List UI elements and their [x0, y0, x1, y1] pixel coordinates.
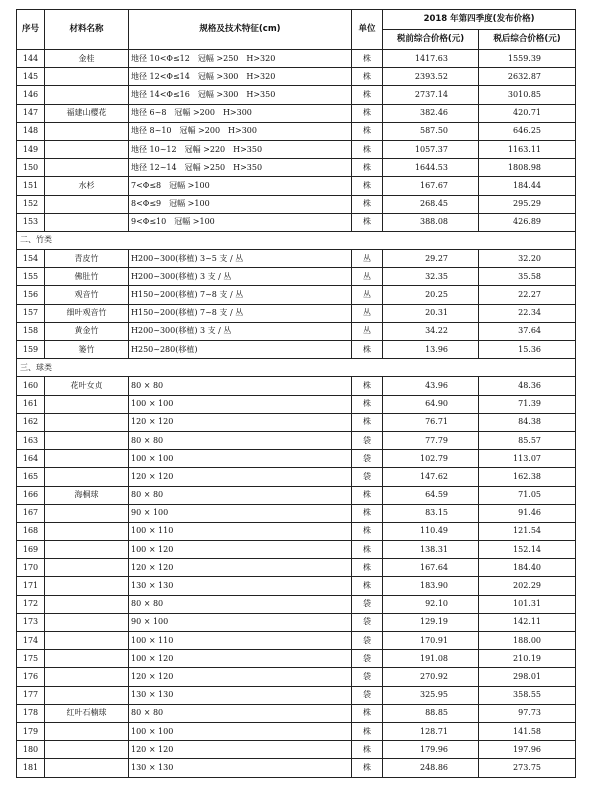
row-pre-tax-price: 167.64: [383, 559, 479, 577]
row-unit: 株: [352, 704, 383, 722]
row-pre-tax-price: 268.45: [383, 195, 479, 213]
row-name: 花叶女贞: [45, 377, 129, 395]
row-seq: 181: [17, 759, 45, 777]
row-seq: 174: [17, 632, 45, 650]
row-spec: H250~280(移植): [129, 341, 352, 359]
row-name: [45, 595, 129, 613]
row-spec: 120 × 120: [129, 668, 352, 686]
row-pre-tax-price: 1644.53: [383, 159, 479, 177]
row-unit: 株: [352, 140, 383, 158]
row-unit: 株: [352, 104, 383, 122]
row-name: [45, 413, 129, 431]
row-pre-tax-price: 147.62: [383, 468, 479, 486]
table-row: [17, 741, 576, 759]
row-seq: 169: [17, 541, 45, 559]
row-unit: 株: [352, 50, 383, 68]
row-post-tax-price: 273.75: [479, 759, 576, 777]
row-post-tax-price: 295.29: [479, 195, 576, 213]
row-pre-tax-price: 170.91: [383, 632, 479, 650]
row-seq: 155: [17, 268, 45, 286]
row-name: [45, 195, 129, 213]
table-row: [17, 650, 576, 668]
row-pre-tax-price: 88.85: [383, 704, 479, 722]
row-spec: 80 × 80: [129, 486, 352, 504]
row-spec: 90 × 100: [129, 504, 352, 522]
row-name: 金桂: [45, 50, 129, 68]
table-row: [17, 559, 576, 577]
row-spec: 100 × 120: [129, 541, 352, 559]
header-seq: 序号: [17, 10, 45, 50]
row-seq: 158: [17, 322, 45, 340]
row-seq: 162: [17, 413, 45, 431]
row-name: 水杉: [45, 177, 129, 195]
row-seq: 145: [17, 68, 45, 86]
row-spec: H200~300(移植) 3~5 支 / 丛: [129, 250, 352, 268]
row-unit: 株: [352, 522, 383, 540]
row-unit: 株: [352, 559, 383, 577]
header-unit: 单位: [352, 10, 383, 50]
row-name: [45, 468, 129, 486]
row-seq: 152: [17, 195, 45, 213]
table-row: [17, 140, 576, 158]
row-name: [45, 68, 129, 86]
table-row: [17, 50, 576, 68]
row-unit: 丛: [352, 286, 383, 304]
table-row: [17, 486, 576, 504]
row-pre-tax-price: 83.15: [383, 504, 479, 522]
row-post-tax-price: 1163.11: [479, 140, 576, 158]
row-spec: 地径 10~12 冠幅 >220 H>350: [129, 140, 352, 158]
row-seq: 176: [17, 668, 45, 686]
row-post-tax-price: 1559.39: [479, 50, 576, 68]
table-row: [17, 468, 576, 486]
row-post-tax-price: 142.11: [479, 613, 576, 631]
row-name: [45, 759, 129, 777]
section-row: [17, 359, 576, 377]
row-post-tax-price: 35.58: [479, 268, 576, 286]
row-pre-tax-price: 43.96: [383, 377, 479, 395]
row-spec: 120 × 120: [129, 413, 352, 431]
row-pre-tax-price: 2393.52: [383, 68, 479, 86]
row-post-tax-price: 97.73: [479, 704, 576, 722]
row-unit: 丛: [352, 268, 383, 286]
row-name: 青皮竹: [45, 250, 129, 268]
row-name: [45, 395, 129, 413]
row-pre-tax-price: 110.49: [383, 522, 479, 540]
row-unit: 株: [352, 122, 383, 140]
row-spec: 130 × 130: [129, 759, 352, 777]
row-seq: 160: [17, 377, 45, 395]
row-spec: 地径 14<Φ≤16 冠幅 >300 H>350: [129, 86, 352, 104]
row-seq: 149: [17, 140, 45, 158]
header-spec: 规格及技术特征(cm): [129, 10, 352, 50]
row-name: [45, 650, 129, 668]
row-seq: 172: [17, 595, 45, 613]
row-seq: 156: [17, 286, 45, 304]
row-unit: 株: [352, 195, 383, 213]
row-unit: 袋: [352, 668, 383, 686]
row-post-tax-price: 197.96: [479, 741, 576, 759]
row-spec: 地径 12~14 冠幅 >250 H>350: [129, 159, 352, 177]
row-name: [45, 577, 129, 595]
table-row: [17, 413, 576, 431]
row-pre-tax-price: 64.90: [383, 395, 479, 413]
row-name: 观音竹: [45, 286, 129, 304]
row-pre-tax-price: 167.67: [383, 177, 479, 195]
row-name: 福建山樱花: [45, 104, 129, 122]
row-spec: H200~300(移植) 3 支 / 丛: [129, 322, 352, 340]
row-spec: 100 × 120: [129, 650, 352, 668]
row-post-tax-price: 32.20: [479, 250, 576, 268]
row-spec: H150~200(移植) 7~8 支 / 丛: [129, 304, 352, 322]
row-pre-tax-price: 92.10: [383, 595, 479, 613]
row-post-tax-price: 91.46: [479, 504, 576, 522]
row-pre-tax-price: 13.96: [383, 341, 479, 359]
row-post-tax-price: 1808.98: [479, 159, 576, 177]
row-pre-tax-price: 270.92: [383, 668, 479, 686]
row-pre-tax-price: 64.59: [383, 486, 479, 504]
row-seq: 180: [17, 741, 45, 759]
header-name: 材料名称: [45, 10, 129, 50]
row-seq: 151: [17, 177, 45, 195]
row-seq: 144: [17, 50, 45, 68]
row-pre-tax-price: 77.79: [383, 431, 479, 449]
row-seq: 178: [17, 704, 45, 722]
row-unit: 株: [352, 541, 383, 559]
row-name: [45, 613, 129, 631]
table-row: [17, 759, 576, 777]
row-post-tax-price: 71.39: [479, 395, 576, 413]
row-pre-tax-price: 1057.37: [383, 140, 479, 158]
row-post-tax-price: 298.01: [479, 668, 576, 686]
row-name: [45, 213, 129, 231]
row-seq: 150: [17, 159, 45, 177]
row-post-tax-price: 2632.87: [479, 68, 576, 86]
header-pre-tax: 税前综合价格(元): [383, 30, 479, 50]
table-row: [17, 450, 576, 468]
row-seq: 154: [17, 250, 45, 268]
row-unit: 株: [352, 213, 383, 231]
row-spec: H150~200(移植) 7~8 支 / 丛: [129, 286, 352, 304]
row-pre-tax-price: 179.96: [383, 741, 479, 759]
row-spec: 100 × 100: [129, 450, 352, 468]
table-row: [17, 377, 576, 395]
row-post-tax-price: 210.19: [479, 650, 576, 668]
row-name: [45, 686, 129, 704]
section-label: 三、球类: [17, 359, 576, 377]
price-table: [16, 9, 576, 778]
row-name: [45, 632, 129, 650]
row-unit: 袋: [352, 632, 383, 650]
row-unit: 株: [352, 341, 383, 359]
table-row: [17, 395, 576, 413]
row-name: [45, 159, 129, 177]
row-unit: 丛: [352, 322, 383, 340]
row-spec: 100 × 100: [129, 722, 352, 740]
row-spec: 8<Φ≤9 冠幅 >100: [129, 195, 352, 213]
row-unit: 株: [352, 577, 383, 595]
row-name: [45, 504, 129, 522]
table-row: [17, 632, 576, 650]
row-post-tax-price: 162.38: [479, 468, 576, 486]
table-row: [17, 268, 576, 286]
row-unit: 株: [352, 377, 383, 395]
row-seq: 165: [17, 468, 45, 486]
row-pre-tax-price: 129.19: [383, 613, 479, 631]
row-pre-tax-price: 587.50: [383, 122, 479, 140]
row-pre-tax-price: 20.25: [383, 286, 479, 304]
row-spec: 地径 8~10 冠幅 >200 H>300: [129, 122, 352, 140]
row-seq: 167: [17, 504, 45, 522]
row-unit: 株: [352, 759, 383, 777]
row-unit: 丛: [352, 250, 383, 268]
row-name: [45, 668, 129, 686]
row-post-tax-price: 358.55: [479, 686, 576, 704]
row-post-tax-price: 84.38: [479, 413, 576, 431]
row-post-tax-price: 152.14: [479, 541, 576, 559]
row-pre-tax-price: 382.46: [383, 104, 479, 122]
row-spec: 80 × 80: [129, 377, 352, 395]
row-spec: 地径 6~8 冠幅 >200 H>300: [129, 104, 352, 122]
row-spec: 80 × 80: [129, 595, 352, 613]
row-name: 佛肚竹: [45, 268, 129, 286]
row-seq: 159: [17, 341, 45, 359]
row-pre-tax-price: 32.35: [383, 268, 479, 286]
row-unit: 袋: [352, 468, 383, 486]
row-spec: 120 × 120: [129, 468, 352, 486]
row-unit: 袋: [352, 613, 383, 631]
row-seq: 163: [17, 431, 45, 449]
row-spec: 130 × 130: [129, 577, 352, 595]
row-unit: 丛: [352, 304, 383, 322]
row-spec: 130 × 130: [129, 686, 352, 704]
row-name: 篓竹: [45, 341, 129, 359]
row-seq: 164: [17, 450, 45, 468]
row-spec: 100 × 110: [129, 522, 352, 540]
row-seq: 171: [17, 577, 45, 595]
row-unit: 株: [352, 722, 383, 740]
row-unit: 株: [352, 504, 383, 522]
table-row: [17, 341, 576, 359]
row-seq: 157: [17, 304, 45, 322]
row-unit: 株: [352, 68, 383, 86]
row-seq: 173: [17, 613, 45, 631]
row-pre-tax-price: 388.08: [383, 213, 479, 231]
table-row: [17, 595, 576, 613]
row-seq: 179: [17, 722, 45, 740]
row-seq: 161: [17, 395, 45, 413]
row-unit: 株: [352, 86, 383, 104]
table-header: [17, 10, 576, 50]
row-spec: 地径 12<Φ≤14 冠幅 >300 H>320: [129, 68, 352, 86]
table-row: [17, 668, 576, 686]
row-pre-tax-price: 2737.14: [383, 86, 479, 104]
row-pre-tax-price: 191.08: [383, 650, 479, 668]
row-name: 细叶观音竹: [45, 304, 129, 322]
table-row: [17, 322, 576, 340]
row-spec: 100 × 110: [129, 632, 352, 650]
row-spec: H200~300(移植) 3 支 / 丛: [129, 268, 352, 286]
row-pre-tax-price: 128.71: [383, 722, 479, 740]
row-name: [45, 431, 129, 449]
row-name: [45, 541, 129, 559]
table-row: [17, 431, 576, 449]
row-name: [45, 741, 129, 759]
table-row: [17, 286, 576, 304]
table-row: [17, 686, 576, 704]
row-unit: 袋: [352, 450, 383, 468]
row-name: [45, 86, 129, 104]
row-name: 红叶石楠球: [45, 704, 129, 722]
row-pre-tax-price: 20.31: [383, 304, 479, 322]
row-pre-tax-price: 76.71: [383, 413, 479, 431]
row-seq: 148: [17, 122, 45, 140]
row-spec: 9<Φ≤10 冠幅 >100: [129, 213, 352, 231]
table-row: [17, 159, 576, 177]
row-name: [45, 522, 129, 540]
row-seq: 146: [17, 86, 45, 104]
row-name: 海桐球: [45, 486, 129, 504]
row-post-tax-price: 37.64: [479, 322, 576, 340]
row-unit: 袋: [352, 431, 383, 449]
row-post-tax-price: 48.36: [479, 377, 576, 395]
row-post-tax-price: 188.00: [479, 632, 576, 650]
row-name: [45, 140, 129, 158]
table-row: [17, 250, 576, 268]
row-pre-tax-price: 1417.63: [383, 50, 479, 68]
row-unit: 株: [352, 159, 383, 177]
row-post-tax-price: 420.71: [479, 104, 576, 122]
table-row: [17, 722, 576, 740]
row-post-tax-price: 113.07: [479, 450, 576, 468]
row-unit: 株: [352, 177, 383, 195]
row-post-tax-price: 3010.85: [479, 86, 576, 104]
row-name: [45, 722, 129, 740]
row-pre-tax-price: 34.22: [383, 322, 479, 340]
row-spec: 120 × 120: [129, 741, 352, 759]
row-seq: 177: [17, 686, 45, 704]
row-pre-tax-price: 183.90: [383, 577, 479, 595]
row-post-tax-price: 85.57: [479, 431, 576, 449]
row-name: [45, 122, 129, 140]
row-spec: 80 × 80: [129, 431, 352, 449]
row-name: [45, 450, 129, 468]
section-label: 二、竹类: [17, 231, 576, 249]
row-pre-tax-price: 325.95: [383, 686, 479, 704]
row-unit: 袋: [352, 650, 383, 668]
row-seq: 153: [17, 213, 45, 231]
row-post-tax-price: 184.40: [479, 559, 576, 577]
table-row: [17, 704, 576, 722]
table-row: [17, 177, 576, 195]
row-spec: 80 × 80: [129, 704, 352, 722]
row-unit: 袋: [352, 595, 383, 613]
row-spec: 90 × 100: [129, 613, 352, 631]
row-post-tax-price: 22.27: [479, 286, 576, 304]
table-body: [17, 50, 576, 778]
row-seq: 170: [17, 559, 45, 577]
row-post-tax-price: 646.25: [479, 122, 576, 140]
row-seq: 147: [17, 104, 45, 122]
row-spec: 7<Φ≤8 冠幅 >100: [129, 177, 352, 195]
table-row: [17, 304, 576, 322]
row-post-tax-price: 121.54: [479, 522, 576, 540]
table-row: [17, 522, 576, 540]
table-row: [17, 213, 576, 231]
row-post-tax-price: 22.34: [479, 304, 576, 322]
row-seq: 168: [17, 522, 45, 540]
row-unit: 袋: [352, 686, 383, 704]
row-name: 黄金竹: [45, 322, 129, 340]
row-pre-tax-price: 138.31: [383, 541, 479, 559]
row-post-tax-price: 71.05: [479, 486, 576, 504]
row-seq: 175: [17, 650, 45, 668]
row-post-tax-price: 15.36: [479, 341, 576, 359]
row-unit: 株: [352, 486, 383, 504]
header-post-tax: 税后综合价格(元): [479, 30, 576, 50]
table-row: [17, 577, 576, 595]
row-spec: 120 × 120: [129, 559, 352, 577]
table-row: [17, 613, 576, 631]
row-pre-tax-price: 29.27: [383, 250, 479, 268]
row-post-tax-price: 141.58: [479, 722, 576, 740]
row-pre-tax-price: 248.86: [383, 759, 479, 777]
row-spec: 地径 10<Φ≤12 冠幅 >250 H>320: [129, 50, 352, 68]
table-row: [17, 195, 576, 213]
table-row: [17, 122, 576, 140]
row-spec: 100 × 100: [129, 395, 352, 413]
row-post-tax-price: 202.29: [479, 577, 576, 595]
table-row: [17, 68, 576, 86]
table-row: [17, 104, 576, 122]
row-seq: 166: [17, 486, 45, 504]
section-row: [17, 231, 576, 249]
row-name: [45, 559, 129, 577]
table-row: [17, 504, 576, 522]
row-unit: 株: [352, 413, 383, 431]
row-post-tax-price: 184.44: [479, 177, 576, 195]
table-row: [17, 86, 576, 104]
table-row: [17, 541, 576, 559]
header-quarter: 2018 年第四季度(发布价格): [383, 10, 576, 30]
row-unit: 株: [352, 395, 383, 413]
row-post-tax-price: 101.31: [479, 595, 576, 613]
row-post-tax-price: 426.89: [479, 213, 576, 231]
row-pre-tax-price: 102.79: [383, 450, 479, 468]
row-unit: 株: [352, 741, 383, 759]
